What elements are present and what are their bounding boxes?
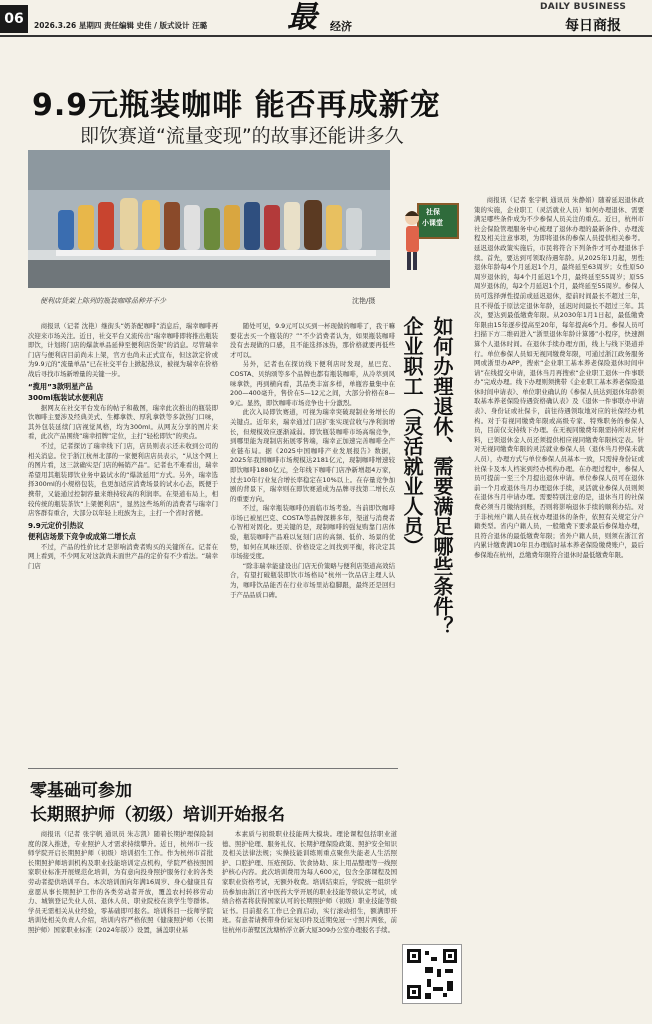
- article2-column-2: [222, 830, 397, 1016]
- article2-column-1: [28, 830, 213, 1016]
- article3-subtitle-vertical: 企业职工（灵活就业人员）: [400, 316, 424, 556]
- social-security-board: [400, 196, 460, 276]
- coffee-shelf-photo: [28, 150, 390, 288]
- article1-column-2: [230, 322, 395, 760]
- photo-credit: 沈艳/摄: [352, 297, 376, 305]
- article1-para: 此次入局即饮赛道，可视为瑞幸突破现制业务增长的关键点。近年来，瑞幸通过门店扩张实现营收与净利润增长，但规模效应逐渐减弱。即饮瓶装咖啡市场高端竞争，到哪里能为现制店拓展零售端，瑞幸正加速完善咖啡全产业链布局。据《2025中国咖啡产业发展报告》数据，2025年我国咖啡市场规模达2181亿元，现制咖啡增速较即饮咖啡1880亿元，全年线下咖啡门店净新增超4万家，过去10年行业复合增长率稳定在10%以上。在存量竞争加剧的背景下，瑞幸则在即饮赛道成为品牌寻找第二增长点的重要方向。: [230, 408, 395, 503]
- article1-title: 9.9元瓶装咖啡 能否再成新宠: [32, 88, 441, 123]
- shelf-illustration: [28, 150, 390, 288]
- article3-para: 商报讯（记者 张宇帆 通讯员 朱静娟）随着延迟退休政策的实施，企业职工（灵活就业人员）如何办理退休、需要满足哪些条件成为不少参保人员关注的重点。近日，杭州市社会保险管理服务中心梳理了退休办理的最新条件、办理流程及相关注意事项，为即将退休的参保人员提供相关参考。延迟退休政策实施后，市民将符合下列条件才可办理退休手续。首先，要达到可领取待遇年龄。从2025年1月起，男性退休年龄每4个月延迟1个月，最终延至63周岁；女性原50周岁退休的，每4个月延迟1个月，最终延至55周岁；原55周岁退休的，每2个月延迟1个月，最终延至55周岁。参保人员可选择弹性提前或延迟退休，提前时间最长不超过三年，且不得低于原法定退休年龄，延迟时间最长不超过三年。其次，要达到最低缴费年限。从2030年1月1日起，最低缴费年限由15年逐步提高至20年，每年提高6个月。参保人员可扫描下方二维码进入“浙里退休年龄计算器”小程序，快速测算个人退休时间。在退休手续办理方面，线上与线下渠道并行。单位参保人员如无视同缴费年限，可通过浙江政务服务网或浙里办APP，搜索“企业职工基本养老保险退休时间申请”在线提交申请，退休当月再搜索“企业职工退休一件事联办”完成办理。线下办理则须携带《企业职工基本养老保险退休时间申请表》、单位职业确认的《参保人员达到退休年龄领取基本养老保险待遇资格确认表》及《退休一件事联办申请表》、身份证或社保卡，前往待遇领取地对应的社保经办机构。对于有视同缴费年限或高级专家、特殊职务的参保人员，目前仅支持线下办理。在无视同缴费年限需持所对应材料，已领退休金人员还须提供相应视同缴费年限核定表。针对无视同缴费年限的灵活就业参保人员（退休当月停保未就人员），办理方式与单位参保人员基本一致，只需持身份证或社保卡及本人档案到经办机构办理。在办理过程中，参保人员可提前一至三个月提出退休申请。单位参保人员可在退休前一个月或退休当月办理退休手续，灵活就业参保人员则须在退休当月申请办理。需要特别注意的是，退休当月的社保费必须当月缴纳到账，否则将影响退休手续的顺利办结。对于非杭州户籍人员在杭办理退休的条件，依照有关规定分户籍类型。省内户籍人员，一般缴费下要求最后参保地办理，且符合退休的最低缴费年限；省外户籍人员，则须在浙江省内累计缴费满10年且办理临时基本养老保险缴费账户，最后参保地在杭州，总缴费年限符合退休时最低缴费年限。: [474, 196, 644, 559]
- paper-en: DAILY BUSINESS: [540, 2, 627, 12]
- qr-code-icon[interactable]: [402, 944, 462, 1004]
- header-rule: [0, 35, 652, 37]
- article1-para: 商报讯（记者 沈艳）继街头“奶茶配咖啡”消息后，瑞幸咖啡再次迎来市场关注。近日，社交平台又流传出“瑞幸咖啡即将推出瓶装即饮，计划将门店的爆款单品延伸至便利店货架”的消息。尽管瑞幸门店与便利店目前尚未上架，官方也尚未正式宣布，但这款定价或为9.9元的“流量单品”已在社交平台上掀起热议，被视为瑞幸在价格战后寻找市场新增量的关键一步。: [28, 322, 218, 378]
- article3-column: [474, 196, 644, 1016]
- article1-subheading: 300ml瓶装试水便利店: [28, 392, 104, 402]
- qr-pattern: [403, 945, 461, 1003]
- article2-para: 商报讯（记者 张宇帆 通讯员 朱志凯）随着长期护理保险制度的深入推进，专业照护人才需求持续攀升。近日，杭州市一技师学院开启长期照护师（初级）培训招生工作。作为杭州市首批长期照护师培训机构及职业技能培训定点机构，学院严格按照国家职业标准开展规范化培训，为有意向投身照护服务行业的各类劳动者提供培训平台。本次培训面向年满16周岁、身心健康且有意愿从事长期照护工作的各类劳动者开放，覆盖农村转移劳动力、城镇登记失业人员、退休人员、职业院校在读学生等群体。学员无需相关从业经验，零基础即可报名。培训科目一技师学院培训处相关负责人介绍，培训内容严格依照《健康照护师（长期照护师）国家职业标准（2024年版）》设置，涵盖职业基: [28, 830, 213, 934]
- article1-para: 随处可见，9.9元可以买到一杯现做的咖啡了，我干嘛要花去买一个瓶装的？”“不少消费者认为，如果瓶装咖啡没有去现做的口感，且不能选择冰热，那价格就要再低些才可以。: [230, 322, 395, 359]
- section-big-char: 最: [287, 0, 317, 35]
- article3-title-vertical: 如何办理退休、需要满足哪些条件？: [430, 316, 454, 636]
- article1-subheading: 9.9元定价引热议: [28, 520, 84, 530]
- section-divider: [28, 768, 398, 769]
- article1-para: 另外，记者也在探访线下便利店时发现，星巴克、COSTA、贝纳颂等多个品牌也都有瓶装咖啡，从冷萃到风味拿铁，再到横向看，其品类丰富多样，单瓶容量集中在200—400毫升，售价在5—12元之间，大部分价格在8—9元。显然，即饮咖啡市场竞争也十分激烈。: [230, 360, 395, 407]
- article1-para: 不过，记者探访了瑞幸线下门店，店员则表示还未收到公司的相关消息。位于浙江杭州北部的一家便利店店员表示，“从这个网上的图片看，这三款确实是门店的畅销产品”。记者也不难看出，瑞幸希望用其瓶装即饮业务中最试水的“爆款延用”方式。另外，瑞幸选择300ml的小规格包装，也更加适应消费场景的试水心态，既便于携带，又能通过控制容量来维持较高的利润率。在渠道布局上，相较传统的瓶装茶饮“上架便利店”，显然这些场所的消费者与瑞幸门店客群有重合，大部分以年轻上班族为主，主打一个省时省便。: [28, 441, 218, 518]
- article1-para: “除非瑞幸能建设出门店无价策略与便利店渠道高效结合，有望打破瓶装即饮市场格局”杭州一饮品店主理人认为，咖啡饮品能否在行业市场里站稳脚跟，最终还是回归于产品品质口碑。: [230, 561, 395, 599]
- article1-para: 不过，产品的性价比才是影响消费者购买的关键所在。记者在网上看到，不少网友对这款尚未面世产品的定价有不少看法。“瑞幸门店: [28, 542, 218, 570]
- photo-caption: 便利店货架上陈列的瓶装咖啡品种并不少: [40, 297, 166, 305]
- article1-subheading: 便利店场景下竞争或成第二增长点: [28, 531, 136, 541]
- article1-para: 据网友在社交平台发布的帖子和截图，瑞幸此次推出的瓶装即饮咖啡主要涉及经典美式、生椰拿铁、厚乳拿铁等多款热门口味，其外包装延续门店视觉风格，均为300ml。从网友分享的图片来看，此次产品围绕“瑞幸招牌”定位，主打“轻松即饮”的卖点。: [28, 403, 218, 441]
- article2-title-line2: 长期照护师（初级）培训开始报名: [30, 805, 285, 825]
- board-line-2: 小课堂: [422, 219, 443, 227]
- article2-para: 本素质与初级职业技能两大模块。理论课程包括职业道德、照护伦理、服务礼仪、长期护理保险政策、照护安全知识及相关法律法规；实操技能训练则重点聚焦失能老人生活照护、口腔护理、压疮预防、饮食协助、床上用品整理等一线照护核心内容。此次培训费用为每人600元，包含全部课程及国家职业资格考试，无额外收费。培训结束后，学院统一组织学员参加由浙江省中医药大学开展的职业技能等级认定考试，成绩合格者将获得国家认可的长期照护师（初级）职业技能等级证书。目前报名工作已全面启动，实行滚动招生，额满即开班。有意者请携带身份证复印件及近期免冠一寸照片两张，前往杭州市萧墅区沈塘桥浮立新大厦309办公室办理报名手续。: [222, 830, 397, 934]
- article1-para: 不过，瑞幸瓶装咖啡仍面临市场考验。当前即饮咖啡市场已被星巴克、COSTA等品牌深耕多年，渠道与消费者心智相对固化。更关键的是，现制咖啡的强复购靠门店体验，瓶装咖啡产品难以复刻门店的高频、低价、场景的优势，如何在风味还原、价格设定之间找到平衡，将决定其市场接受度。: [230, 504, 395, 561]
- article1-subtitle: 即饮赛道“流量变现”的故事还能讲多久: [80, 125, 404, 147]
- article2-title-line1: 零基础可参加: [30, 781, 132, 801]
- paper-cn: 每日商报: [565, 18, 621, 34]
- board-line-1: 社保: [426, 208, 440, 216]
- article1-column-1: [28, 322, 218, 760]
- date-line: 2026.3.26 星期四 责任编辑 史佳 / 版式设计 汪璐: [34, 21, 208, 30]
- page-number: 06: [0, 5, 28, 33]
- section-name: 经济: [330, 20, 352, 33]
- article1-subheading: “揽用”3款明星产品: [28, 381, 93, 391]
